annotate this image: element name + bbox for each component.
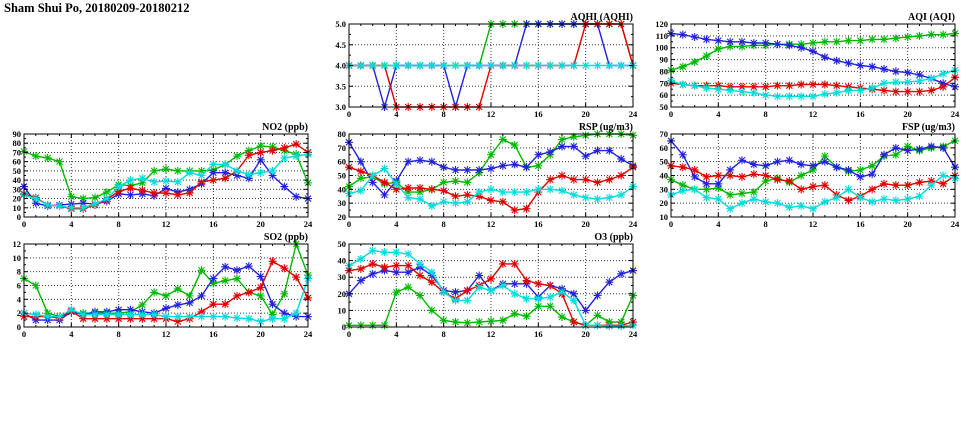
y-tick-label: 20	[337, 212, 346, 222]
x-tick-label: 20	[903, 109, 912, 119]
x-tick-label: 12	[808, 109, 818, 119]
y-tick-label: 90	[12, 129, 21, 139]
chart-title: SO2 (ppb)	[263, 232, 308, 243]
series-markers	[667, 172, 959, 213]
y-tick-label: 40	[337, 255, 346, 266]
y-tick-label: 5.0	[335, 19, 346, 29]
series-markers	[20, 150, 312, 211]
y-tick-label: 20	[659, 198, 668, 209]
x-tick-label: 16	[534, 329, 543, 339]
x-tick-label: 0	[668, 219, 674, 229]
x-tick-label: 8	[116, 219, 121, 229]
y-tick-label: 4.0	[335, 60, 346, 71]
x-tick-label: 20	[903, 219, 912, 229]
x-tick-label: 16	[209, 219, 218, 229]
x-tick-label: 16	[856, 109, 865, 119]
x-tick-label: 4	[394, 329, 399, 339]
y-tick-label: 20	[12, 193, 21, 204]
chart-canvas	[325, 10, 639, 121]
x-tick-label: 24	[628, 109, 638, 119]
chart-canvas	[0, 230, 314, 341]
y-tick-label: 70	[12, 147, 21, 158]
series-red	[667, 73, 959, 95]
y-tick-label: 80	[659, 66, 668, 77]
chart-aqi	[647, 10, 961, 121]
x-tick-label: 4	[716, 219, 721, 229]
y-tick-label: 50	[659, 102, 668, 112]
y-tick-label: 30	[337, 198, 346, 209]
chart-rsp	[325, 120, 639, 231]
y-tick-label: 3.5	[335, 81, 346, 92]
x-tick-label: 0	[346, 329, 352, 339]
x-tick-label: 8	[763, 219, 768, 229]
y-tick-label: 60	[12, 156, 21, 167]
chart-title: RSP (ug/m3)	[578, 122, 633, 133]
y-tick-label: 60	[337, 156, 346, 167]
y-tick-label: 50	[659, 156, 668, 167]
series-cyan	[345, 62, 637, 70]
chart-canvas	[0, 120, 314, 231]
x-tick-label: 24	[628, 329, 638, 339]
chart-canvas	[647, 10, 961, 121]
page-title: Sham Shui Po, 20180209-20180212	[4, 1, 190, 15]
x-tick-label: 8	[441, 329, 446, 339]
x-tick-label: 12	[161, 329, 171, 339]
y-tick-label: 50	[12, 165, 21, 176]
y-tick-label: 50	[337, 239, 346, 249]
chart-aqhi	[325, 10, 639, 121]
y-tick-label: 50	[337, 170, 346, 181]
x-tick-label: 20	[581, 109, 590, 119]
y-tick-label: 0	[16, 212, 21, 222]
y-tick-label: 60	[659, 142, 668, 153]
chart-title: O3 (ppb)	[594, 232, 633, 243]
y-tick-label: 120	[655, 19, 668, 29]
y-tick-label: 70	[659, 78, 668, 89]
x-tick-label: 8	[116, 329, 121, 339]
y-tick-label: 30	[337, 272, 346, 283]
gridlines	[349, 244, 633, 327]
x-tick-label: 24	[628, 219, 638, 229]
series-cyan	[667, 172, 959, 213]
x-tick-label: 0	[346, 219, 352, 229]
y-tick-label: 90	[659, 54, 668, 65]
chart-no2	[0, 120, 314, 231]
chart-o3	[325, 230, 639, 341]
x-tick-label: 24	[303, 329, 313, 339]
series-cyan	[20, 150, 312, 211]
y-tick-label: 10	[659, 212, 668, 222]
x-tick-label: 16	[534, 219, 543, 229]
chart-title: AQHI (AQHI)	[570, 12, 633, 23]
y-tick-label: 10	[12, 252, 21, 263]
x-tick-label: 8	[441, 219, 446, 229]
x-tick-label: 20	[581, 329, 590, 339]
x-tick-label: 24	[303, 219, 313, 229]
x-tick-label: 12	[808, 219, 818, 229]
x-tick-label: 8	[763, 109, 768, 119]
x-tick-label: 24	[950, 219, 960, 229]
series-blue	[667, 137, 959, 188]
x-tick-label: 20	[581, 219, 590, 229]
x-tick-label: 16	[534, 109, 543, 119]
x-tick-label: 0	[21, 329, 27, 339]
y-tick-label: 0	[16, 322, 21, 332]
y-tick-label: 4.5	[335, 39, 346, 50]
y-tick-label: 40	[337, 184, 346, 195]
y-tick-label: 10	[337, 305, 346, 316]
chart-title: FSP (ug/m3)	[901, 122, 955, 133]
y-tick-label: 110	[655, 30, 668, 41]
x-tick-label: 4	[394, 109, 399, 119]
y-tick-label: 30	[659, 184, 668, 195]
y-tick-label: 3.0	[335, 102, 346, 112]
y-tick-label: 12	[12, 239, 21, 249]
x-tick-label: 0	[21, 219, 27, 229]
chart-so2	[0, 230, 314, 341]
y-tick-label: 10	[12, 202, 21, 213]
y-tick-label: 6	[16, 280, 21, 291]
chart-canvas	[325, 120, 639, 231]
x-tick-label: 12	[486, 219, 496, 229]
x-tick-label: 16	[856, 219, 865, 229]
x-tick-label: 4	[394, 219, 399, 229]
y-tick-label: 0	[341, 322, 346, 332]
chart-title: NO2 (ppb)	[262, 122, 308, 133]
y-tick-label: 60	[659, 90, 668, 101]
x-tick-label: 4	[716, 109, 721, 119]
x-tick-label: 0	[668, 109, 674, 119]
x-tick-label: 20	[256, 329, 265, 339]
y-tick-label: 20	[337, 288, 346, 299]
x-tick-label: 24	[950, 109, 960, 119]
y-tick-label: 30	[12, 184, 21, 195]
y-tick-label: 80	[337, 129, 346, 139]
x-tick-label: 20	[256, 219, 265, 229]
labels	[13, 122, 314, 229]
y-tick-label: 70	[337, 142, 346, 153]
gridlines	[349, 134, 633, 217]
x-tick-label: 12	[486, 329, 496, 339]
y-tick-label: 100	[655, 42, 668, 53]
x-tick-label: 16	[209, 329, 218, 339]
series-line	[349, 134, 633, 192]
y-tick-label: 40	[659, 170, 668, 181]
x-tick-label: 8	[441, 109, 446, 119]
y-tick-label: 8	[16, 266, 21, 277]
chart-canvas	[647, 120, 961, 231]
labels	[655, 12, 960, 119]
y-tick-label: 80	[12, 138, 21, 149]
chart-title: AQI (AQI)	[908, 12, 955, 23]
chart-canvas	[325, 230, 639, 341]
x-tick-label: 0	[346, 109, 352, 119]
y-tick-label: 70	[659, 129, 668, 139]
x-tick-label: 12	[486, 109, 496, 119]
x-tick-label: 12	[161, 219, 171, 229]
y-tick-label: 40	[12, 175, 21, 186]
series-markers	[667, 137, 959, 188]
y-tick-label: 2	[16, 308, 21, 319]
x-tick-label: 4	[69, 219, 74, 229]
y-tick-label: 4	[16, 294, 21, 305]
x-tick-label: 4	[69, 329, 74, 339]
chart-fsp	[647, 120, 961, 231]
